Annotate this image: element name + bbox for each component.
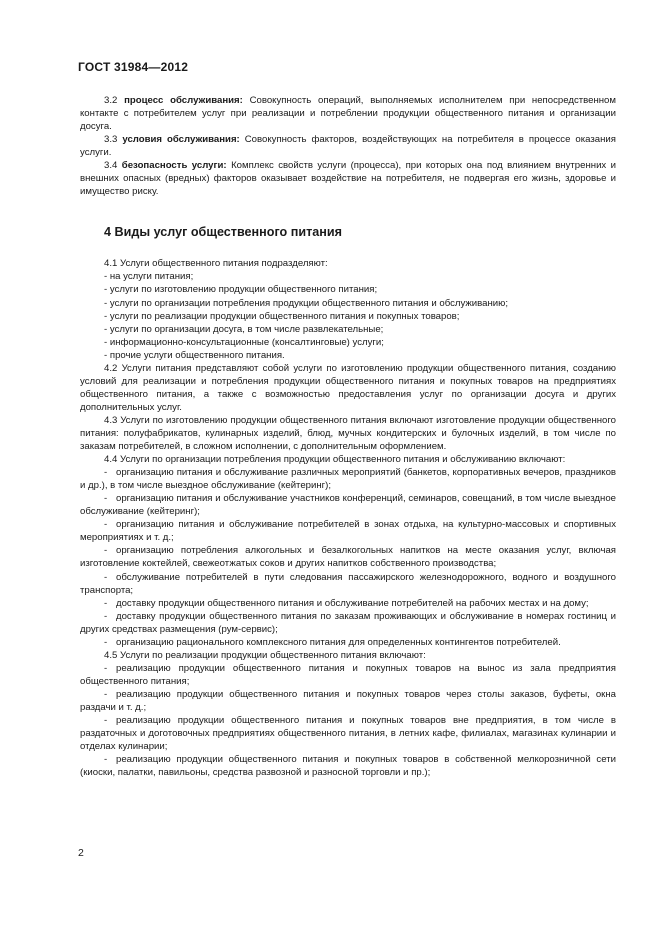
list-item: - доставку продукции общественного питания по заказам проживающих и обслуживание в номерах гостиниц и других средствах размещения (рум-сервис);	[80, 610, 616, 635]
list-item: - услуги по организации досуга, в том числе развлекательные;	[80, 323, 616, 336]
list-item: - услуги по изготовлению продукции общественного питания;	[80, 283, 616, 296]
term-definition: Комплекс свойств услуги (процесса), при которых она под влиянием внутренних и внешних опасных (вредных) факторов оказывает воздействие на потребителя, не подвергая его жизнь, здоровье и имущество риску.	[80, 160, 617, 198]
list-item: - реализацию продукции общественного питания и покупных товаров на вынос из зала предприятия общественного питания;	[80, 662, 616, 687]
page-number: 2	[78, 847, 84, 859]
document-body	[80, 94, 616, 779]
term-number: 3.3	[104, 134, 118, 146]
list-item: - доставку продукции общественного питания и обслуживание потребителей на рабочих местах и на дому;	[104, 597, 589, 609]
clause-4-2: 4.2 Услуги питания представляют собой услуги по изготовлению продукции общественного питания, созданию условий для реализации и потребления продукции общественного питания и покупных товаров на предприятиях общественного питания, а также с возможностью предоставления услуг по организации досуга и других дополнительных услуг.	[80, 362, 616, 413]
list-item: - реализацию продукции общественного питания и покупных товаров через столы заказов, буфеты, окна раздачи и т. д.;	[80, 688, 616, 713]
list-item: - реализацию продукции общественного питания и покупных товаров вне предприятия, в том числе в раздаточных и доготовочных предприятиях общественного питания, в летних кафе, филиалах, магазинах кулинарии и отделах кулинарии;	[80, 715, 616, 753]
term-number: 3.2	[104, 95, 118, 106]
section-heading: 4 Виды услуг общественного питания	[104, 225, 342, 240]
clause-4-1: 4.1 Услуги общественного питания подразделяют:	[104, 258, 328, 270]
term-paragraph	[80, 94, 616, 133]
list-item: - организацию потребления алкогольных и безалкогольных напитков на месте оказания услуг, включая изготовление коктейлей, свежеотжатых соков и других напитков собственного производства;	[80, 545, 616, 570]
list-item: - организацию питания и обслуживание потребителей в зонах отдыха, на культурно-массовых и спортивных мероприятиях и т. д.;	[80, 519, 616, 544]
list-item: - услуги по организации потребления продукции общественного питания и обслуживанию;	[80, 297, 616, 310]
term-title: условия обслуживания:	[122, 134, 240, 146]
clause-4-4-list	[80, 466, 616, 649]
clause-4-5-list	[80, 662, 616, 779]
list-item: - прочие услуги общественного питания.	[80, 349, 616, 362]
term-definition: Совокупность факторов, воздействующих на потребителя в процессе оказания услуги.	[80, 134, 616, 159]
term-paragraph	[80, 159, 616, 198]
term-definition: Совокупность операций, выполняемых исполнителем при непосредственном контакте с потребителем услуг при реализации и потреблении продукции общественного питания и организации досуга.	[80, 95, 616, 133]
list-item: - организацию рационального комплексного питания для определенных контингентов потребителей.	[104, 636, 561, 648]
list-item: - обслуживание потребителей в пути следования пассажирского железнодорожного, водного и воздушного транспорта;	[80, 571, 616, 596]
term-title: безопасность услуги:	[121, 160, 227, 172]
term-number: 3.4	[104, 160, 118, 172]
list-item: - на услуги питания;	[80, 270, 616, 283]
clause-4-5: 4.5 Услуги по реализации продукции общественного питания включают:	[104, 649, 426, 661]
list-item: - услуги по реализации продукции общественного питания и покупных товаров;	[80, 310, 616, 323]
document-code: ГОСТ 31984—2012	[78, 60, 189, 74]
list-item: - реализацию продукции общественного питания и покупных товаров в собственной мелкорозничной сети (киоски, палатки, павильоны, средства развозной и разносной торговли и пр.);	[80, 754, 616, 779]
list-item: - организацию питания и обслуживание различных мероприятий (банкетов, корпоративных вечеров, праздников и др.), в том числе выездное обслуживание (кейтеринг);	[80, 467, 616, 492]
list-item: - организацию питания и обслуживание участников конференций, семинаров, совещаний, в том числе выездное обслуживание (кейтеринг);	[80, 493, 616, 518]
list-item: - информационно-консультационные (консалтинговые) услуги;	[80, 336, 616, 349]
term-title: процесс обслуживания:	[124, 95, 243, 106]
terms-block	[80, 94, 616, 198]
clause-4-1-list	[80, 270, 616, 361]
term-paragraph	[80, 133, 616, 159]
clause-4-4: 4.4 Услуги по организации потребления продукции общественного питания и обслуживанию включают:	[104, 454, 566, 466]
clause-4-3: 4.3 Услуги по изготовлению продукции общественного питания включают изготовление продукции общественного питания: полуфабрикатов, кулинарных изделий, блюд, мучных кондитерских и булочных изделий, в том числе по заказам потребителей, в сложном исполнении, с дополнительным оформлением.	[80, 414, 616, 453]
